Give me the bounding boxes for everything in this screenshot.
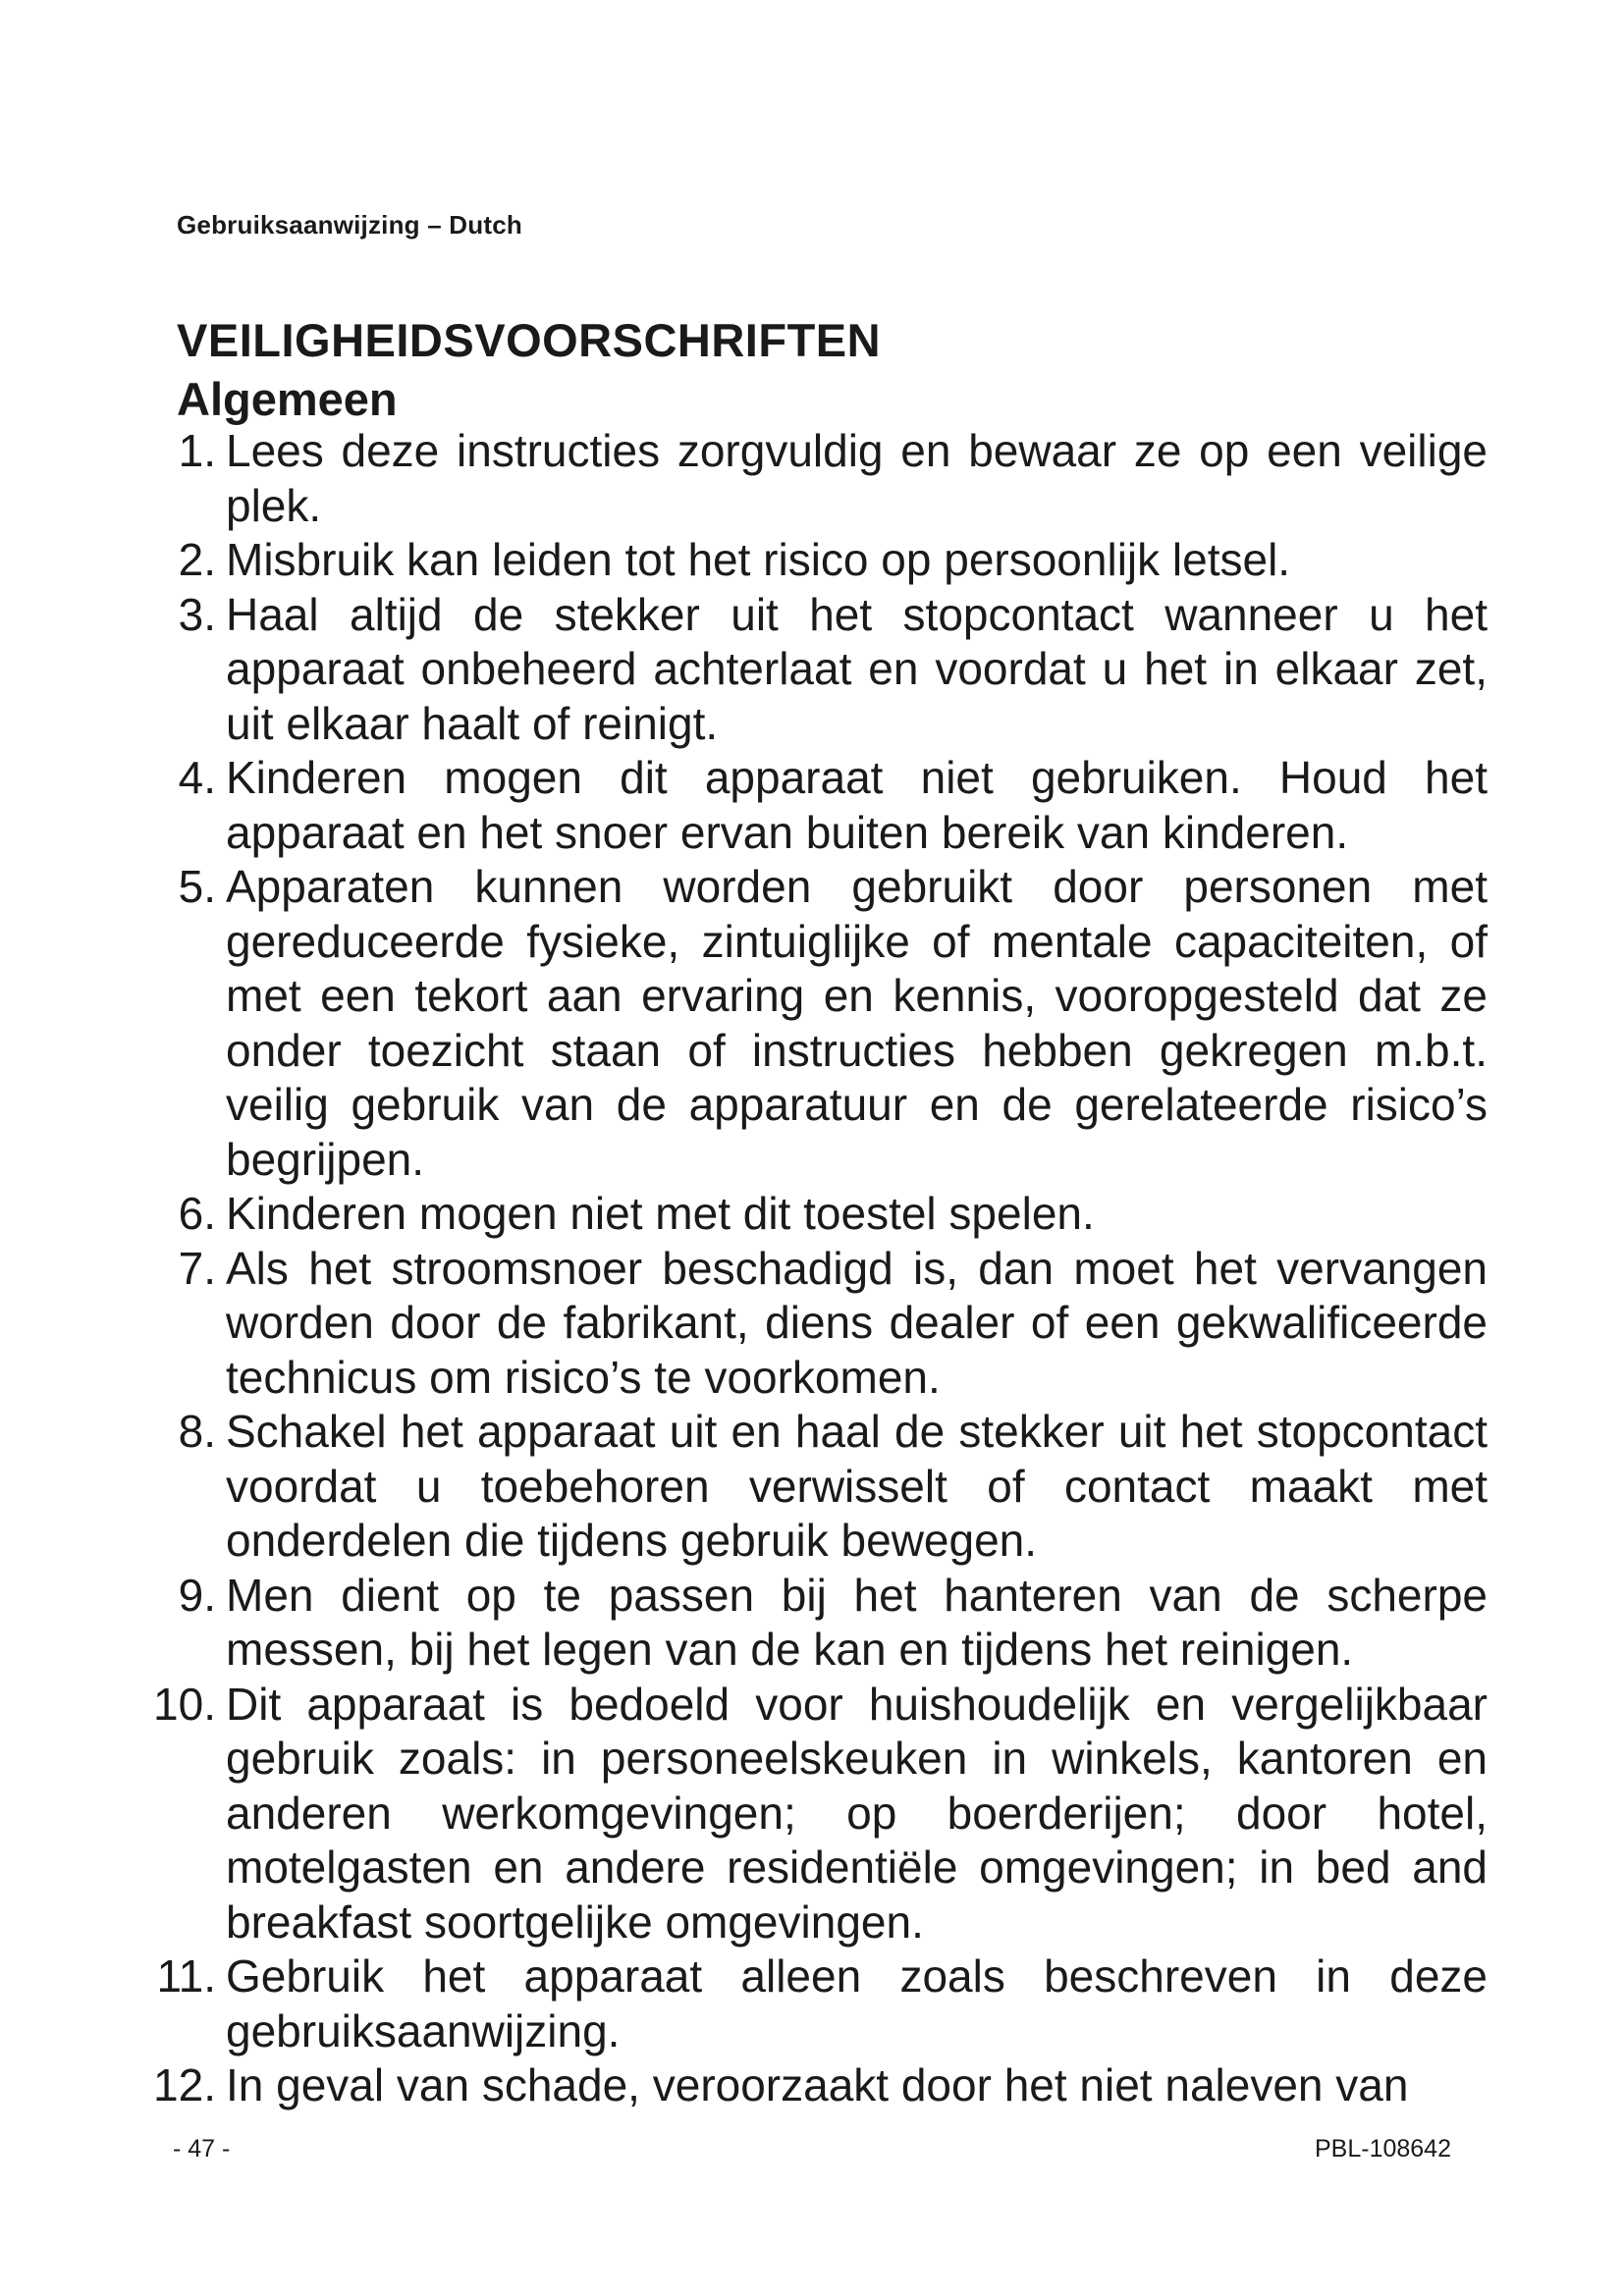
list-item (137, 1569, 1488, 1678)
list-item-number: 6. (178, 1188, 216, 1239)
list-item-text: Apparaten kunnen worden gebruikt door personen met gereduceerde fysieke, zintuiglijke of mentale capaciteiten, of met een tekort aan ervaring en kennis, vooropgesteld dat ze onder toezicht staan of instructies hebben gekregen m.b.t. veilig gebruik van de apparatuur en de gerelateerde risico’s begrijpen. (226, 861, 1488, 1185)
product-code: PBL-108642 (1314, 2135, 1451, 2163)
list-item (137, 1242, 1488, 1406)
list-item-text: Kinderen mogen niet met dit toestel spelen. (226, 1188, 1095, 1239)
list-item (137, 533, 1488, 588)
list-item-number: 8. (178, 1406, 216, 1457)
list-item (137, 2058, 1488, 2113)
list-item (137, 424, 1488, 533)
list-item-text: Misbruik kan leiden tot het risico op persoonlijk letsel. (226, 534, 1291, 585)
list-item-number: 10. (153, 1678, 216, 1730)
list-item-text: Kinderen mogen dit apparaat niet gebruiken. Houd het apparaat en het snoer ervan buiten bereik van kinderen. (226, 752, 1488, 858)
list-item-number: 7. (178, 1242, 216, 1294)
list-item-number: 5. (178, 861, 216, 912)
safety-rules-list (137, 424, 1488, 2113)
list-item (137, 1405, 1488, 1569)
list-item-number: 3. (178, 588, 216, 640)
manual-language-label: Gebruiksaanwijzing – Dutch (177, 210, 522, 240)
section-subtitle: Algemeen (177, 373, 398, 425)
page-number: - 47 - (173, 2135, 231, 2163)
list-item-text: Als het stroomsnoer beschadigd is, dan moet het vervangen worden door de fabrikant, diens dealer of een gekwalificeerde technicus om risico’s te voorkomen. (226, 1242, 1488, 1403)
list-item (137, 588, 1488, 752)
list-item-text: Haal altijd de stekker uit het stopcontact wanneer u het apparaat onbeheerd achterlaat en voordat u het in elkaar zet, uit elkaar haalt of reinigt. (226, 588, 1488, 749)
list-item-text: Dit apparaat is bedoeld voor huishoudelijk en vergelijkbaar gebruik zoals: in personeelskeuken in winkels, kantoren en anderen werkomgevingen; op boerderijen; door hotel, motelgasten en andere residentiële omgevingen; in bed and breakfast soortgelijke omgevingen. (226, 1678, 1488, 1948)
list-item-text: Lees deze instructies zorgvuldig en bewaar ze op een veilige plek. (226, 425, 1488, 531)
list-item-number: 12. (153, 2059, 216, 2110)
list-item-text: Schakel het apparaat uit en haal de stekker uit het stopcontact voordat u toebehoren verwisselt of contact maakt met onderdelen die tijdens gebruik bewegen. (226, 1406, 1488, 1566)
list-item (137, 1678, 1488, 1950)
list-item-text: Gebruik het apparaat alleen zoals beschreven in deze gebruiksaanwijzing. (226, 1950, 1488, 2056)
list-item-text: Men dient op te passen bij het hanteren van de scherpe messen, bij het legen van de kan en tijdens het reinigen. (226, 1569, 1488, 1675)
section-title: VEILIGHEIDSVOORSCHRIFTEN (177, 314, 882, 366)
list-item (137, 860, 1488, 1187)
list-item-number: 1. (178, 425, 216, 476)
list-item-number: 4. (178, 752, 216, 803)
list-item-text: In geval van schade, veroorzaakt door het niet naleven van (226, 2059, 1409, 2110)
list-item-number: 2. (178, 534, 216, 585)
list-item (137, 1187, 1488, 1242)
list-item (137, 751, 1488, 860)
list-item-number: 11. (156, 1950, 216, 2002)
list-item (137, 1949, 1488, 2058)
list-item-number: 9. (178, 1569, 216, 1621)
